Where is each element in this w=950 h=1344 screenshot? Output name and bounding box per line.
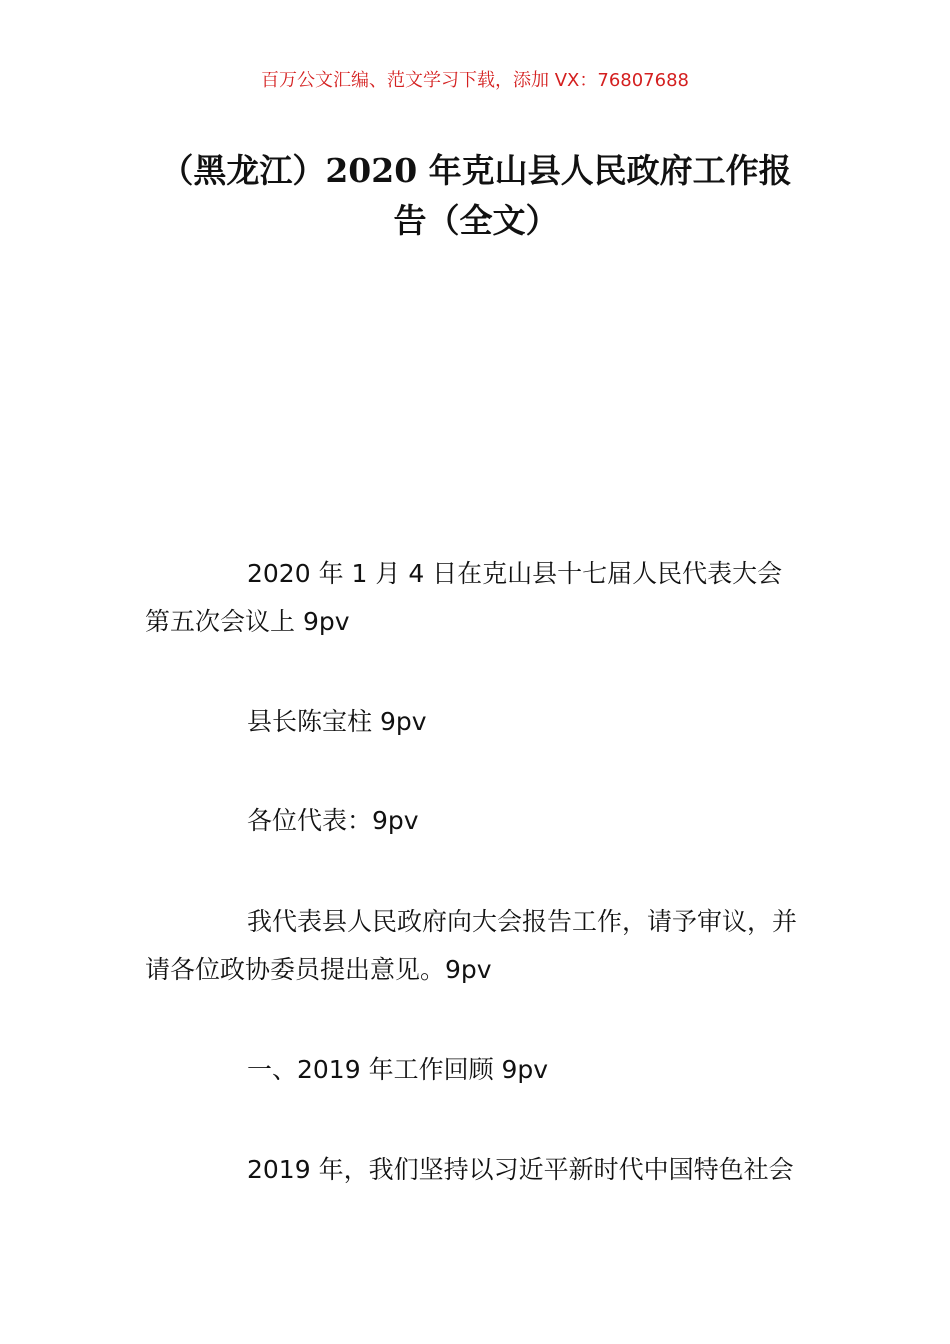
paragraph-speaker: 县长陈宝柱 9pv — [247, 707, 427, 736]
header-watermark-text: 百万公文汇编、范文学习下载，添加 VX：76807688 — [261, 70, 689, 91]
paragraph-intro: 我代表县人民政府向大会报告工作，请予审议，并请各位政协委员提出意见。9pv — [145, 907, 798, 984]
paragraph-review-start: 2019 年，我们坚持以习近平新时代中国特色社会 — [247, 1155, 794, 1184]
section-heading-review: 一、2019 年工作回顾 9pv — [247, 1055, 549, 1084]
document-title: （黑龙江）2020 年克山县人民政府工作报告（全文） — [160, 151, 792, 240]
paragraph-salutation: 各位代表：9pv — [247, 806, 419, 835]
paragraph-meeting-info: 2020 年 1 月 4 日在克山县十七届人民代表大会第五次会议上 9pv — [145, 559, 783, 636]
